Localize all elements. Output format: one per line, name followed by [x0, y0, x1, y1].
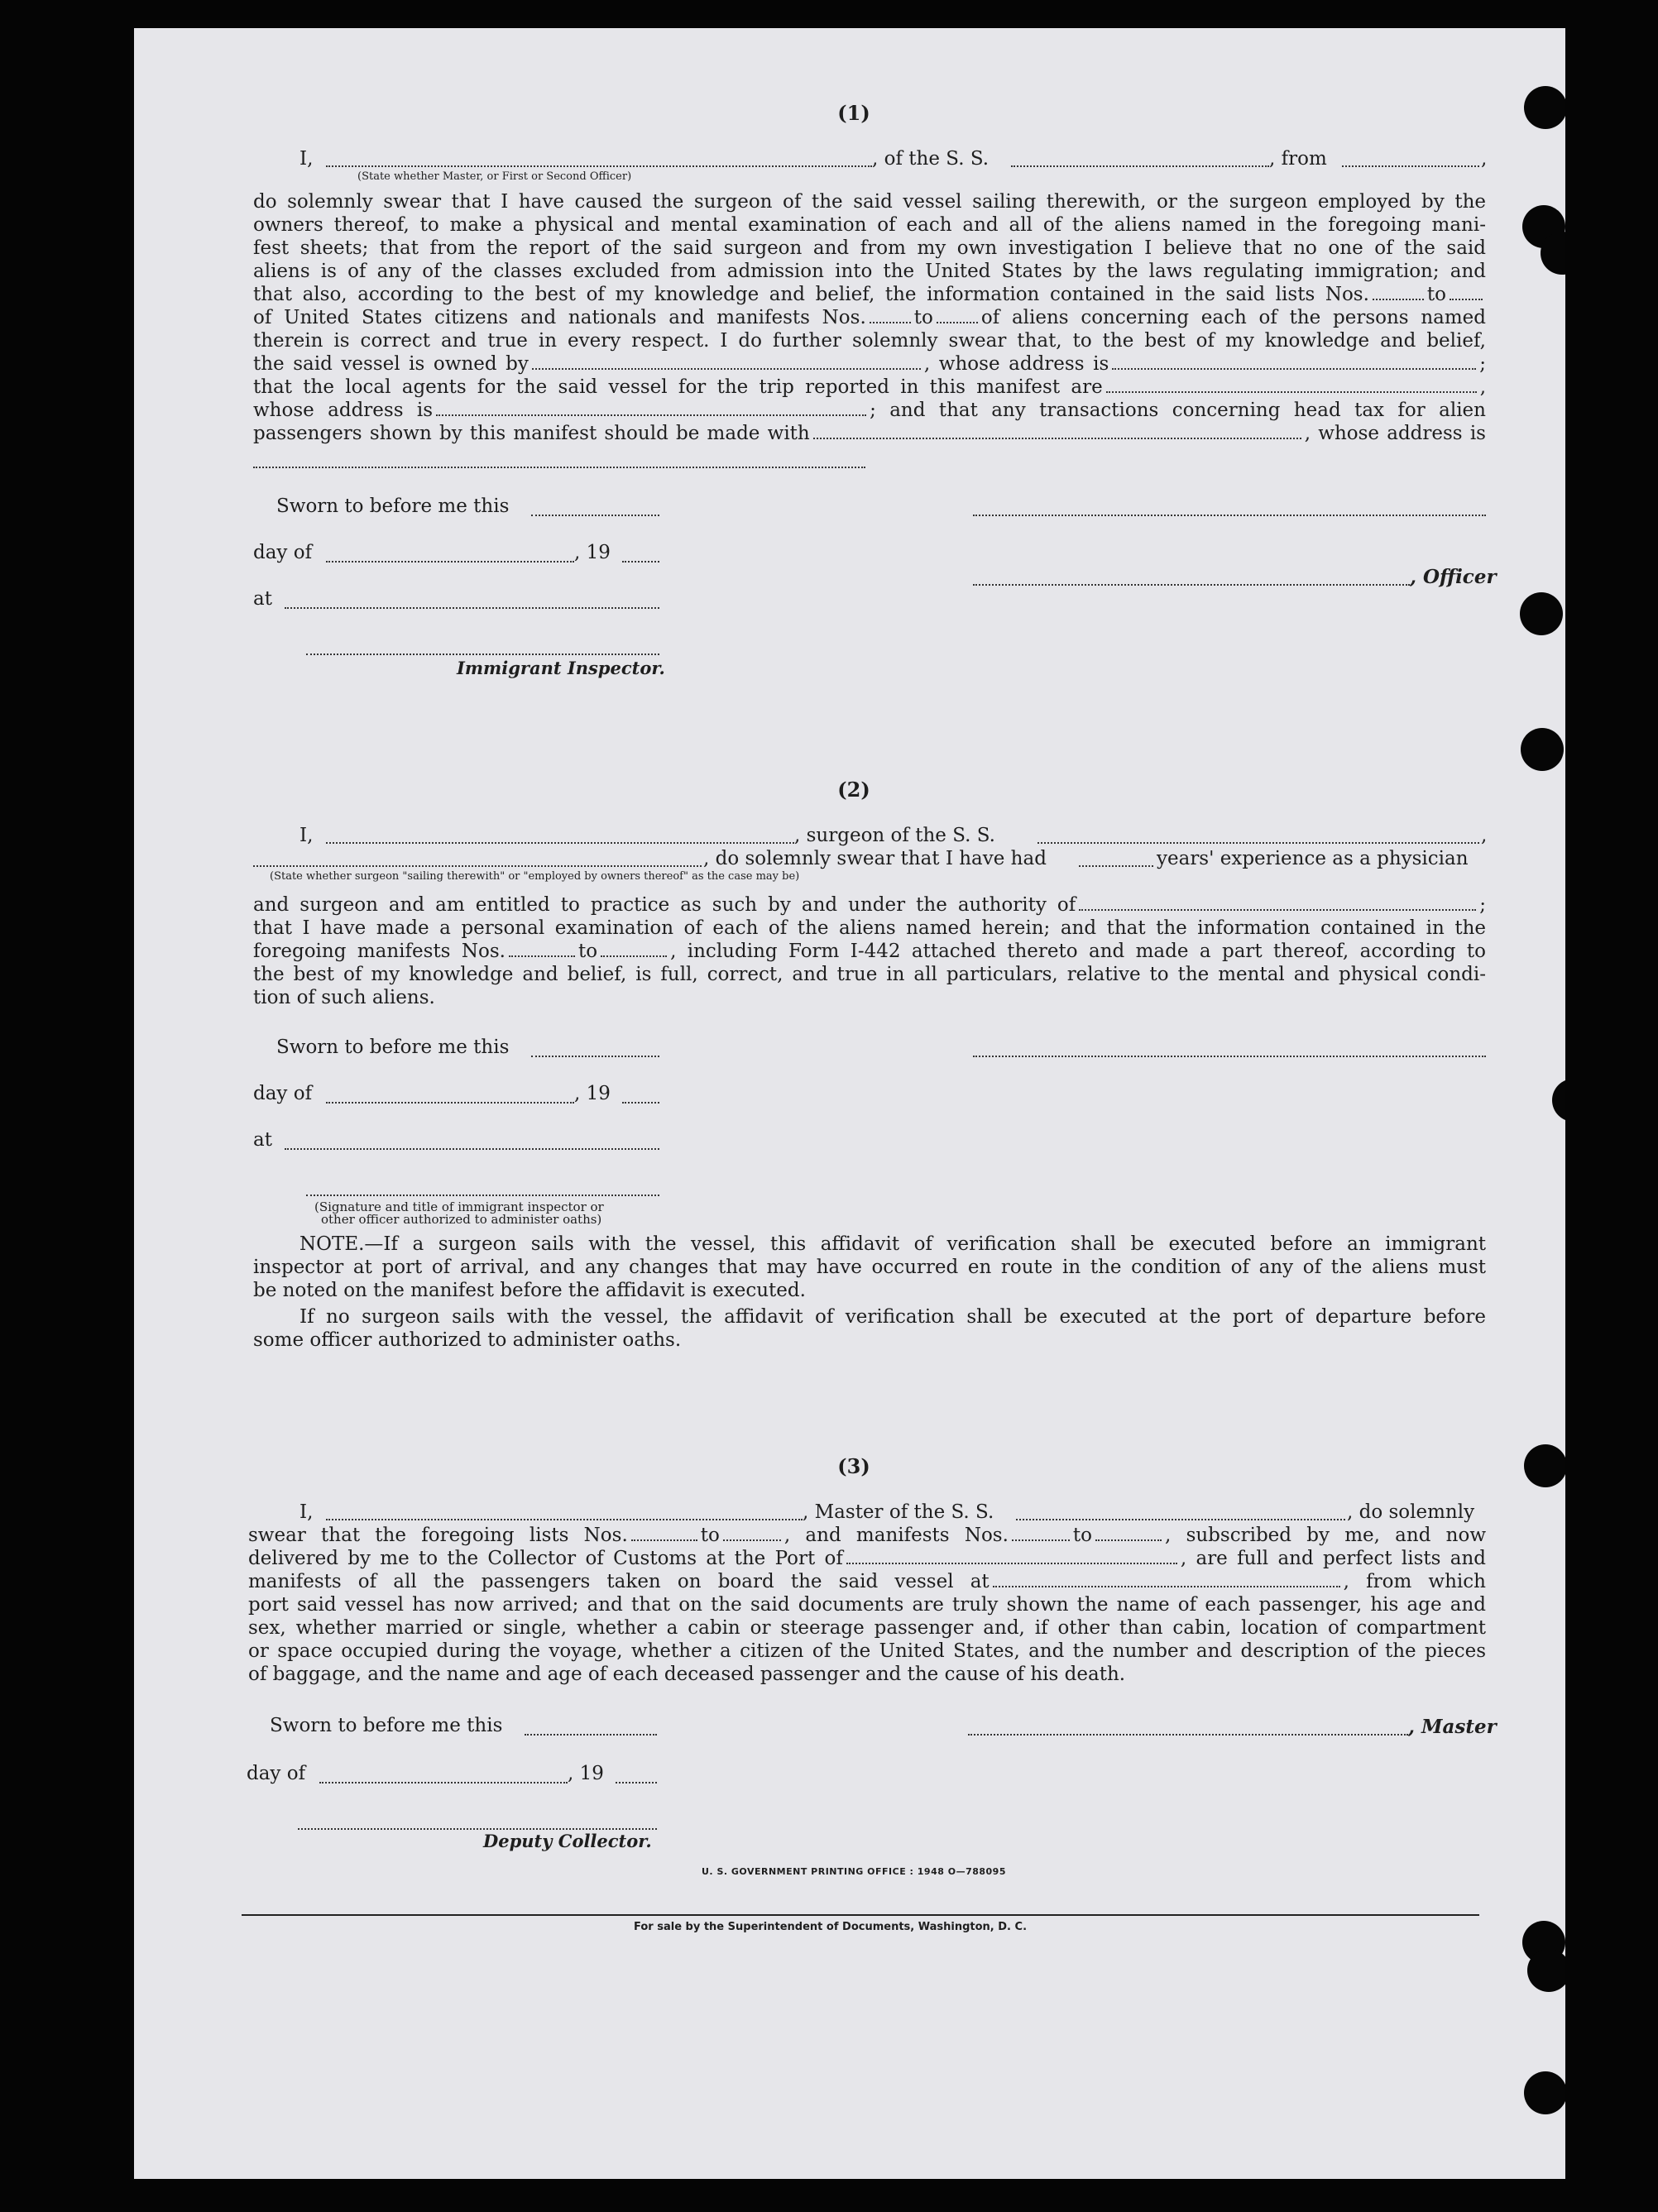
s2-at-label: at — [253, 1129, 272, 1151]
s1-lists-from-field[interactable] — [1373, 299, 1424, 300]
s1-from-label: , from — [1269, 148, 1327, 170]
s1-from-port-field[interactable] — [1342, 165, 1479, 167]
s1-para-line-5 — [253, 283, 1486, 307]
s3-year-label: , 19 — [568, 1763, 604, 1784]
s1-sworn-date-field[interactable] — [531, 515, 659, 516]
s1-at-field[interactable] — [285, 607, 659, 609]
s1-agents-address-field[interactable] — [436, 414, 866, 416]
s1-lists-text: that also, according to the best of my knowledge and belief, the information contained in the said lists Nos. — [253, 284, 1369, 305]
s3-year-field[interactable] — [616, 1782, 657, 1783]
s2-para-line-1 — [253, 893, 1486, 917]
s3-port-field[interactable] — [846, 1563, 1177, 1564]
s3-para-line-4: port said vessel has now arrived; and that on the said documents are truly shown the name of each passenger, his age and — [248, 1594, 1486, 1616]
s3-manifests-from-field[interactable] — [1012, 1539, 1070, 1541]
s3-sworn-label: Sworn to before me this — [270, 1715, 503, 1736]
note-2-line-2: some officer authorized to administer oaths. — [253, 1329, 682, 1351]
s2-manifests-from-field[interactable] — [509, 955, 575, 957]
s1-inspector-signature-line[interactable] — [306, 654, 659, 655]
gpo-imprint: U. S. GOVERNMENT PRINTING OFFICE : 1948 O—788095 — [702, 1866, 1006, 1877]
s1-para-line-9 — [253, 376, 1486, 400]
s2-years-field[interactable] — [1079, 865, 1153, 867]
section-3-number: (3) — [837, 1454, 870, 1478]
s1-para-line-3: fest sheets; that from the report of the said surgeon and from my own investigation I believe that no one of the said — [253, 237, 1486, 259]
s2-surgeon-label: , surgeon of the S. S. — [794, 825, 995, 846]
s3-deputy-label: Deputy Collector. — [483, 1831, 652, 1851]
s2-signature-line[interactable] — [973, 1056, 1486, 1057]
s1-owner-semicolon: ; — [1479, 353, 1486, 375]
s1-headtax-address-text: , whose address is — [1304, 423, 1486, 444]
s3-para-line-5: sex, whether married or single, whether a cabin or steerage passenger and, if other than cabin, location of compartment — [248, 1617, 1486, 1639]
s3-ship-name-field[interactable] — [1016, 1519, 1345, 1520]
s2-ship-name-field[interactable] — [1037, 842, 1479, 844]
s1-lists-to-field[interactable] — [1450, 299, 1483, 300]
s1-lists-to: to — [1426, 284, 1446, 305]
s3-master-label: , Master — [1408, 1716, 1497, 1738]
s1-month-field[interactable] — [326, 561, 574, 563]
s1-officer-name-field[interactable] — [326, 165, 872, 167]
s2-manifests-tail: , including Form I-442 attached thereto and made a part thereof, according to — [670, 941, 1486, 962]
s1-agents-text: that the local agents for the said vessel for the trip reported in this manifest are — [253, 376, 1103, 398]
s3-sworn-date-field[interactable] — [525, 1734, 657, 1736]
s2-sworn-date-field[interactable] — [531, 1056, 659, 1057]
s2-authority-semicolon: ; — [1479, 894, 1486, 916]
s3-master-signature-line[interactable] — [968, 1734, 1408, 1736]
s2-signature-note-1: (Signature and title of immigrant inspector or — [314, 1199, 604, 1214]
s1-para-line-1: do solemnly swear that I have caused the surgeon of the said vessel sailing therewith, or the surgeon employed by the — [253, 191, 1486, 213]
s2-i-label: I, — [299, 825, 314, 846]
s1-headtax-with-text: passengers shown by this manifest should be made with — [253, 423, 810, 444]
s3-manifests-to: to — [1072, 1525, 1093, 1546]
s1-year-field[interactable] — [622, 561, 659, 563]
s3-master-name-field[interactable] — [326, 1519, 803, 1520]
s1-i-label: I, — [299, 148, 314, 170]
s1-owner-field[interactable] — [532, 368, 921, 370]
punch-hole-6 — [1552, 1079, 1565, 1122]
note-1-line-1: NOTE.—If a surgeon sails with the vessel, this affidavit of verification shall be executed before an immigrant — [299, 1233, 1486, 1255]
s1-para-line-4: aliens is of any of the classes excluded from admission into the United States by the laws regulating immigration; and — [253, 261, 1486, 282]
s2-surgeon-name-field[interactable] — [326, 842, 794, 844]
s3-taken-at-text: manifests of all the passengers taken on board the said vessel at — [248, 1571, 990, 1592]
punch-hole-9 — [1527, 1949, 1565, 1992]
s2-status-note: (State whether surgeon "sailing therewith" or "employed by owners thereof" as the case may be) — [270, 870, 800, 883]
s2-para-line-5: tion of such aliens. — [253, 987, 435, 1008]
s1-headtax-with-field[interactable] — [813, 438, 1301, 439]
note-2-line-1: If no surgeon sails with the vessel, the affidavit of verification shall be executed at the port of departure before — [299, 1306, 1486, 1328]
s1-para-line-7: therein is correct and true in every respect. I do further solemnly swear that, to the best of my knowledge and belief, — [253, 330, 1486, 352]
punch-hole-5 — [1521, 728, 1564, 771]
s1-at-label: at — [253, 588, 272, 610]
s2-year-label: , 19 — [574, 1083, 611, 1104]
s2-swear-label: , do solemnly swear that I have had — [703, 848, 1047, 869]
s1-para-line-10 — [253, 399, 1486, 423]
s2-year-field[interactable] — [622, 1102, 659, 1104]
s1-ship-name-field[interactable] — [1011, 165, 1269, 167]
s2-manifests-to: to — [577, 941, 598, 962]
s1-manifests-text: of United States citizens and nationals and manifests Nos. — [253, 307, 866, 328]
s1-manifests-to-field[interactable] — [937, 322, 978, 323]
s3-para-line-7: of baggage, and the name and age of each deceased passenger and the cause of his death. — [248, 1664, 1126, 1685]
s1-officer-note: (State whether Master, or First or Second Officer) — [357, 170, 632, 183]
footer-rule — [242, 1914, 1479, 1916]
s2-authority-text: and surgeon and am entitled to practice as such by and under the authority of — [253, 894, 1076, 916]
s3-para-line-2 — [248, 1547, 1486, 1571]
s1-manifests-from-field[interactable] — [870, 322, 911, 323]
s2-signature-note-2: other officer authorized to administer oaths) — [321, 1212, 602, 1227]
s1-manifests-to: to — [913, 307, 933, 328]
s1-owner-address-field[interactable] — [1112, 368, 1476, 370]
s1-of-ss-label: , of the S. S. — [872, 148, 990, 170]
s3-month-field[interactable] — [319, 1782, 568, 1783]
s2-month-field[interactable] — [326, 1102, 574, 1104]
s3-port-text: delivered by me to the Collector of Customs at the Port of — [248, 1548, 843, 1569]
s2-status-field[interactable] — [253, 865, 702, 867]
form-page — [134, 28, 1565, 2179]
s2-sworn-label: Sworn to before me this — [276, 1037, 510, 1058]
s3-para-line-6: or space occupied during the voyage, whether a citizen of the United States, and the number and description of the pieces — [248, 1640, 1486, 1662]
s3-para-line-1 — [248, 1524, 1486, 1548]
s3-para-line-3 — [248, 1570, 1486, 1594]
s1-year-label: , 19 — [574, 542, 611, 563]
note-1-line-2: inspector at port of arrival, and any changes that may have occurred en route in the condition of any of the aliens must — [253, 1257, 1486, 1278]
s3-i-label: I, — [299, 1501, 314, 1523]
section-2-number: (2) — [837, 778, 870, 802]
s1-sworn-label: Sworn to before me this — [276, 496, 510, 517]
s2-years-label: years' experience as a physician — [1157, 848, 1469, 869]
s2-authority-field[interactable] — [1079, 909, 1476, 911]
s1-agents-field[interactable] — [1106, 391, 1477, 393]
section-1-number: (1) — [837, 101, 870, 125]
s3-manifests-to-field[interactable] — [1095, 1539, 1162, 1541]
s3-lists-text: swear that the foregoing lists Nos. — [248, 1525, 628, 1546]
s1-inspector-label: Immigrant Inspector. — [457, 658, 665, 678]
s1-para-line-8 — [253, 352, 1486, 376]
punch-hole-4 — [1520, 592, 1563, 635]
s1-agents-comma: , — [1479, 376, 1486, 398]
s3-lists-to: to — [700, 1525, 720, 1546]
s1-line1-comma: , — [1481, 148, 1488, 170]
s1-agents-address-text: whose address is — [253, 400, 434, 421]
s1-para-line-6 — [253, 306, 1486, 330]
s1-para-line-11 — [253, 422, 1486, 446]
s1-headtax-text: ; and that any transactions concerning head tax for alien — [870, 400, 1486, 421]
note-1-line-3: be noted on the manifest before the affidavit is executed. — [253, 1280, 806, 1301]
s2-manifests-to-field[interactable] — [601, 955, 667, 957]
s3-manifests-text: , and manifests Nos. — [783, 1525, 1009, 1546]
s1-officer-line[interactable] — [973, 584, 1410, 586]
s1-signature-line[interactable] — [973, 515, 1486, 516]
s1-dayof-label: day of — [253, 542, 313, 563]
s1-owner-text: the said vessel is owned by — [253, 353, 529, 375]
s3-dayof-label: day of — [247, 1763, 306, 1784]
s1-manifests-tail: of aliens concerning each of the persons named — [980, 307, 1487, 328]
s2-at-field[interactable] — [285, 1148, 659, 1150]
s3-full-lists-text: , are full and perfect lists and — [1180, 1548, 1486, 1569]
punch-hole-10 — [1524, 2071, 1565, 2114]
s3-lists-to-field[interactable] — [723, 1539, 781, 1541]
s3-master-ss-label: , Master of the S. S. — [803, 1501, 994, 1523]
s2-line1-comma: , — [1481, 825, 1488, 846]
s2-para-line-4: the best of my knowledge and belief, is full, correct, and true in all particulars, relative to the mental and physical condi- — [253, 964, 1486, 985]
s2-manifests-text: foregoing manifests Nos. — [253, 941, 506, 962]
s2-inspector-signature-line[interactable] — [306, 1195, 659, 1196]
s1-para-line-2: owners thereof, to make a physical and mental examination of each and all of the aliens named in the foregoing mani- — [253, 214, 1486, 236]
s3-subscribed-text: , subscribed by me, and now — [1165, 1525, 1487, 1546]
s1-officer-label: , Officer — [1410, 566, 1497, 588]
sale-notice: For sale by the Superintendent of Documents, Washington, D. C. — [634, 1921, 1028, 1933]
s2-dayof-label: day of — [253, 1083, 313, 1104]
s1-headtax-address-field[interactable] — [253, 467, 865, 468]
s3-taken-at-field[interactable] — [993, 1586, 1340, 1587]
s2-para-line-3 — [253, 940, 1486, 964]
s3-from-which-text: , from which — [1343, 1571, 1486, 1592]
s1-owner-address-text: , whose address is — [923, 353, 1109, 375]
s3-lists-from-field[interactable] — [631, 1539, 697, 1541]
s3-solemnly-label: , do solemnly — [1347, 1501, 1475, 1523]
s2-para-line-2: that I have made a personal examination of each of the aliens named herein; and that the information contained in the — [253, 917, 1486, 939]
